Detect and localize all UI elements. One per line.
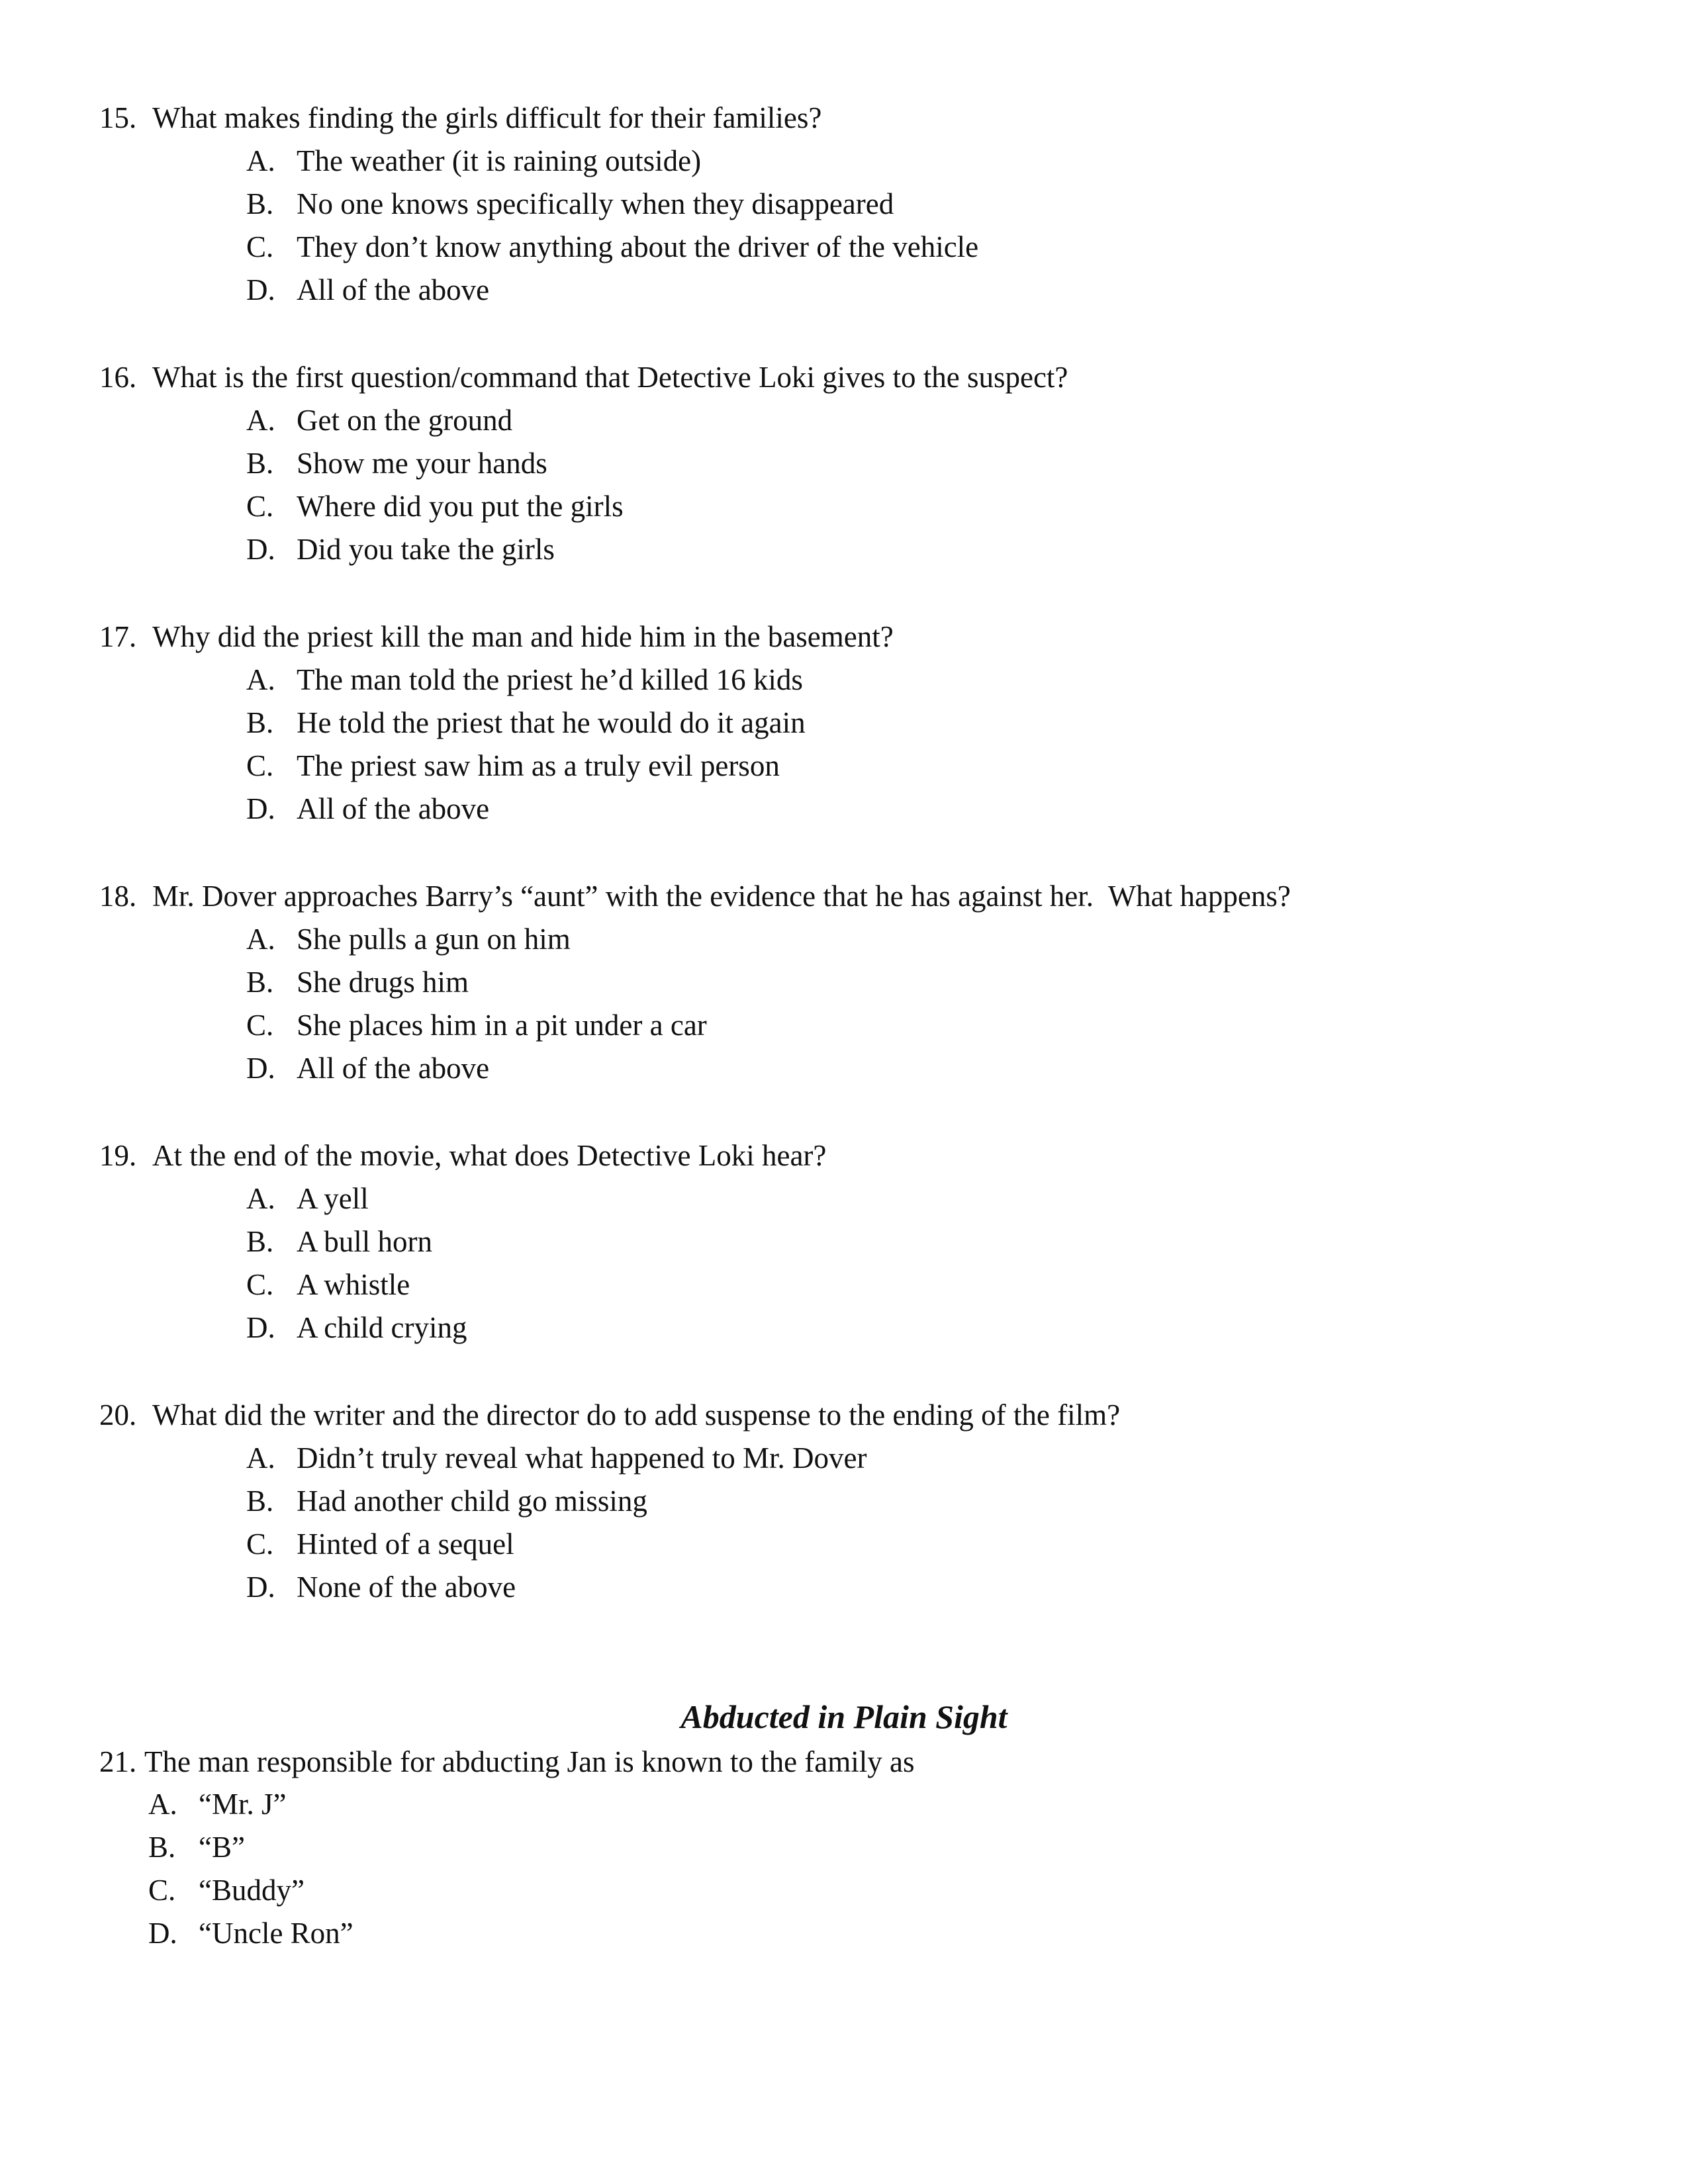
option-text: They don’t know anything about the driver of the vehicle — [297, 230, 979, 263]
option-text: “Mr. J” — [199, 1788, 287, 1821]
question-stem — [99, 1395, 1120, 1435]
option-text: Had another child go missing — [297, 1484, 647, 1518]
option-text: The priest saw him as a truly evil person — [297, 749, 780, 782]
question-text: What makes finding the girls difficult for their families? — [152, 101, 822, 134]
answer-option-d — [246, 1567, 516, 1607]
option-letter: B. — [148, 1831, 176, 1864]
answer-option-d — [246, 270, 489, 310]
answer-option-d — [246, 1308, 467, 1347]
question-text: The man responsible for abducting Jan is known to the family as — [144, 1745, 915, 1778]
option-text: A yell — [297, 1182, 369, 1215]
option-letter: A. — [246, 663, 275, 696]
question-number: 16. — [99, 361, 137, 394]
option-text: All of the above — [297, 792, 490, 825]
option-letter: B. — [246, 1225, 274, 1258]
option-letter: D. — [246, 792, 275, 825]
option-text: Did you take the girls — [297, 533, 555, 566]
answer-option-a — [246, 660, 803, 700]
answer-option-a — [246, 1179, 369, 1218]
option-text: A bull horn — [297, 1225, 433, 1258]
question-text: What did the writer and the director do to add suspense to the ending of the film? — [152, 1398, 1121, 1432]
option-letter: A. — [148, 1788, 177, 1821]
answer-option-d — [246, 1048, 489, 1088]
answer-option-a — [246, 919, 571, 959]
question-text: Why did the priest kill the man and hide him in the basement? — [152, 620, 894, 653]
answer-option-c — [148, 1870, 305, 1910]
option-letter: D. — [246, 273, 275, 306]
option-letter: B. — [246, 1484, 274, 1518]
option-text: All of the above — [297, 273, 490, 306]
question-stem — [99, 617, 894, 657]
answer-option-b — [148, 1827, 245, 1867]
question-stem — [99, 1742, 915, 1782]
option-text: She drugs him — [297, 966, 469, 999]
answer-option-d — [148, 1913, 353, 1953]
answer-option-a — [148, 1784, 286, 1824]
option-text: “Uncle Ron” — [199, 1917, 353, 1950]
question-text: At the end of the movie, what does Detective Loki hear? — [152, 1139, 827, 1172]
option-letter: C. — [246, 1527, 274, 1561]
answer-option-b — [246, 703, 806, 743]
option-letter: D. — [148, 1917, 177, 1950]
question-stem — [99, 876, 1291, 916]
option-text: Get on the ground — [297, 404, 513, 437]
answer-option-c — [246, 1005, 707, 1045]
option-text: He told the priest that he would do it again — [297, 706, 806, 739]
question-number: 18. — [99, 880, 137, 913]
answer-option-b — [246, 962, 469, 1002]
option-letter: C. — [246, 230, 274, 263]
option-text: She places him in a pit under a car — [297, 1009, 707, 1042]
option-text: All of the above — [297, 1052, 490, 1085]
option-letter: A. — [246, 923, 275, 956]
option-letter: A. — [246, 404, 275, 437]
option-letter: D. — [246, 1570, 275, 1604]
answer-option-b — [246, 184, 894, 224]
option-letter: D. — [246, 533, 275, 566]
section-title: Abducted in Plain Sight — [680, 1698, 1008, 1735]
question-text: Mr. Dover approaches Barry’s “aunt” with the evidence that he has against her. What happens? — [152, 880, 1291, 913]
option-letter: C. — [246, 1009, 274, 1042]
option-text: Hinted of a sequel — [297, 1527, 514, 1561]
question-number: 19. — [99, 1139, 137, 1172]
option-letter: A. — [246, 1441, 275, 1475]
question-number: 17. — [99, 620, 137, 653]
option-text: A child crying — [297, 1311, 467, 1344]
option-letter: C. — [148, 1874, 176, 1907]
answer-option-b — [246, 1481, 647, 1521]
answer-option-c — [246, 486, 624, 526]
question-stem — [99, 1136, 826, 1175]
answer-option-d — [246, 529, 555, 569]
question-number: 21. — [99, 1745, 137, 1778]
question-stem — [99, 98, 821, 138]
option-text: No one knows specifically when they disappeared — [297, 187, 894, 220]
option-text: None of the above — [297, 1570, 516, 1604]
option-letter: B. — [246, 966, 274, 999]
answer-option-b — [246, 443, 547, 483]
answer-option-a — [246, 141, 701, 181]
option-text: Show me your hands — [297, 447, 547, 480]
question-stem — [99, 357, 1068, 397]
question-number: 20. — [99, 1398, 137, 1432]
option-text: A whistle — [297, 1268, 410, 1301]
option-letter: D. — [246, 1311, 275, 1344]
option-text: The man told the priest he’d killed 16 kids — [297, 663, 803, 696]
option-letter: C. — [246, 490, 274, 523]
option-text: “B” — [199, 1831, 245, 1864]
answer-option-d — [246, 789, 489, 829]
option-text: Didn’t truly reveal what happened to Mr. Dover — [297, 1441, 867, 1475]
option-text: She pulls a gun on him — [297, 923, 571, 956]
option-text: “Buddy” — [199, 1874, 305, 1907]
option-letter: B. — [246, 187, 274, 220]
option-letter: D. — [246, 1052, 275, 1085]
option-letter: B. — [246, 706, 274, 739]
question-text: What is the first question/command that Detective Loki gives to the suspect? — [152, 361, 1068, 394]
answer-option-c — [246, 1524, 514, 1564]
option-text: The weather (it is raining outside) — [297, 144, 702, 177]
answer-option-a — [246, 400, 512, 440]
answer-option-c — [246, 746, 780, 786]
option-letter: B. — [246, 447, 274, 480]
option-text: Where did you put the girls — [297, 490, 624, 523]
option-letter: C. — [246, 1268, 274, 1301]
answer-option-c — [246, 1265, 410, 1304]
answer-option-a — [246, 1438, 867, 1478]
option-letter: A. — [246, 144, 275, 177]
question-number: 15. — [99, 101, 137, 134]
answer-option-b — [246, 1222, 432, 1261]
option-letter: C. — [246, 749, 274, 782]
option-letter: A. — [246, 1182, 275, 1215]
answer-option-c — [246, 227, 978, 267]
